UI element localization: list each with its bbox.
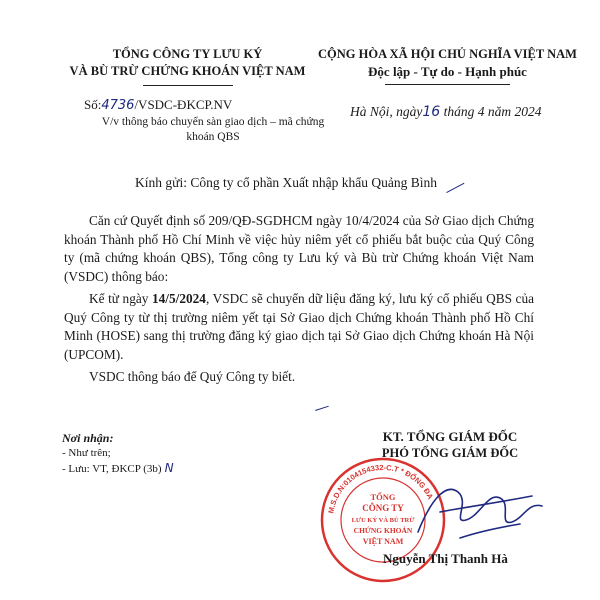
clerk-initials: N	[164, 461, 174, 475]
body-paragraph-2	[64, 290, 534, 364]
effective-date: 14/5/2024	[152, 291, 206, 306]
seal-line-5: VIỆT NAM	[362, 537, 404, 546]
national-header	[305, 46, 590, 85]
date-prefix: Hà Nội, ngày	[350, 104, 423, 119]
place-and-date	[350, 104, 541, 120]
seal-line-1: TỔNG	[370, 492, 396, 502]
check-mark-icon	[442, 174, 465, 193]
seal-ring-text: M.S.D.N:0104154332-C.T * ĐỐNG ĐA	[326, 462, 436, 515]
body-paragraph-3: VSDC thông báo để Quý Công ty biết.	[89, 369, 296, 384]
recipient-item-1: - Như trên;	[62, 447, 111, 459]
seal-line-2: CÔNG TY	[362, 503, 404, 513]
effective-date-detail: , VSDC sẽ chuyển dữ liệu đăng ký, lưu ký cổ phiếu QBS của Quý Công ty từ thị trường niêm yết tại Sở Giao dịch Chứng khoán Thành phố Hồ Chí Minh (HOSE) sang thị trường đăng ký giao dịch tại Sở Giao dịch Chứng khoán Hà Nội (UPCOM).	[64, 291, 534, 362]
document-number-handwritten: 4736	[101, 98, 135, 113]
body-paragraph-1: Căn cứ Quyết định số 209/QĐ-SGDHCM ngày 10/4/2024 của Sở Giao dịch Chứng khoán Thành phố Hồ Chí Minh về việc hủy niêm yết cổ phiếu bắt buộc của Quý Công ty (mã chứng khoán QBS), Tổng công ty Lưu ký và Bù trừ Chứng khoán Việt Nam (VSDC) thông báo:	[64, 213, 534, 284]
document-number	[84, 97, 232, 113]
seal-line-3: LƯU KÝ VÀ BÙ TRỪ	[351, 517, 415, 524]
republic-title: CỘNG HÒA XÃ HỘI CHỦ NGHĨA VIỆT NAM	[318, 47, 577, 61]
letter-body	[64, 212, 534, 391]
recipients-title: Nơi nhận:	[62, 431, 114, 445]
document-subject: V/v thông báo chuyển sàn giao dịch – mã chứng khoán QBS	[101, 116, 325, 143]
seal-line-4: CHỨNG KHOÁN	[353, 526, 413, 535]
date-suffix: tháng 4 năm 2024	[443, 104, 542, 119]
org-underline	[143, 85, 233, 86]
addressee-text: Kính gửi: Công ty cổ phần Xuất nhập khẩu Quảng Bình	[135, 175, 438, 190]
org-name-line1: TỔNG CÔNG TY LƯU KÝ	[112, 47, 263, 61]
signatory-title-line2: PHÓ TỔNG GIÁM ĐỐC	[381, 446, 519, 460]
recipients-list	[62, 430, 232, 477]
signatory-title-line1: KT. TỔNG GIÁM ĐỐC	[382, 429, 518, 444]
motto-underline	[385, 84, 510, 85]
addressee-line	[135, 175, 463, 191]
ink-tick-icon	[313, 400, 328, 411]
document-number-prefix: Số:	[84, 97, 102, 112]
issuing-organization	[60, 46, 315, 86]
signer-name: Nguyễn Thị Thanh Hà	[383, 551, 508, 566]
handwritten-signature	[400, 462, 560, 557]
national-motto: Độc lập - Tự do - Hạnh phúc	[368, 64, 527, 79]
date-day-handwritten: 16	[422, 104, 441, 120]
document-number-suffix: /VSDC-ĐKCP.NV	[134, 97, 233, 112]
recipient-item-2-text: - Lưu: VT, ĐKCP (3b)	[62, 463, 162, 475]
effective-date-lead: Kể từ ngày	[89, 291, 152, 306]
recipient-item-2	[62, 461, 232, 477]
org-name-line2: VÀ BÙ TRỪ CHỨNG KHOÁN VIỆT NAM	[69, 64, 306, 78]
